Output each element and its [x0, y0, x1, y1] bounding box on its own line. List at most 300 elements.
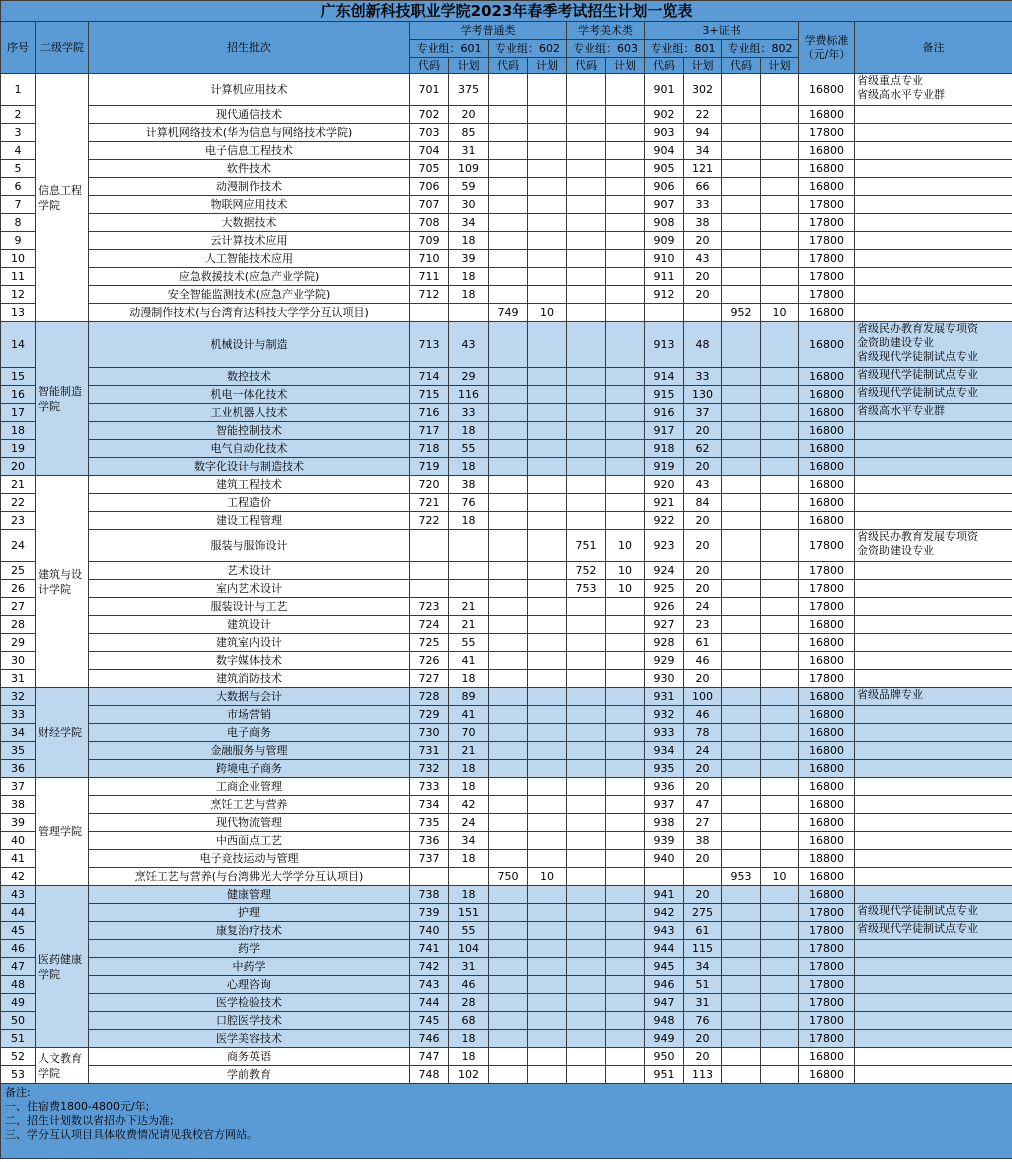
plan-cell: [761, 1012, 799, 1030]
fee-cell: 16800: [799, 422, 855, 440]
plan-cell: [528, 1048, 567, 1066]
plan-cell: 61: [684, 634, 722, 652]
code-cell: [722, 422, 761, 440]
plan-cell: [528, 368, 567, 386]
fee-cell: 16800: [799, 778, 855, 796]
code-cell: 729: [410, 706, 449, 724]
plan-cell: [528, 904, 567, 922]
code-cell: [489, 688, 528, 706]
plan-cell: 38: [684, 832, 722, 850]
plan-cell: 20: [684, 778, 722, 796]
code-cell: [722, 368, 761, 386]
table-row: [1, 1048, 1012, 1066]
plan-cell: [528, 386, 567, 404]
plan-cell: 55: [449, 440, 489, 458]
header-code: 代码: [567, 58, 606, 74]
code-cell: [567, 232, 606, 250]
plan-cell: [606, 422, 645, 440]
code-cell: [489, 494, 528, 512]
row-number: 31: [1, 670, 36, 688]
row-number: 52: [1, 1048, 36, 1066]
code-cell: 905: [645, 160, 684, 178]
header-code: 代码: [489, 58, 528, 74]
plan-cell: 66: [684, 178, 722, 196]
major-name: 人工智能技术应用: [89, 250, 410, 268]
code-cell: [489, 458, 528, 476]
major-name: 康复治疗技术: [89, 922, 410, 940]
plan-cell: [606, 850, 645, 868]
table-row: [1, 814, 1012, 832]
plan-cell: 62: [684, 440, 722, 458]
table-row: [1, 760, 1012, 778]
plan-cell: 20: [684, 886, 722, 904]
plan-cell: [761, 268, 799, 286]
header-group-802: 专业组：802: [722, 40, 799, 58]
row-number: 2: [1, 106, 36, 124]
code-cell: [489, 250, 528, 268]
major-name: 健康管理: [89, 886, 410, 904]
plan-cell: [761, 706, 799, 724]
code-cell: [489, 106, 528, 124]
code-cell: [722, 994, 761, 1012]
plan-cell: 34: [449, 214, 489, 232]
code-cell: [567, 796, 606, 814]
row-number: 7: [1, 196, 36, 214]
table-row: [1, 688, 1012, 706]
table-row: [1, 940, 1012, 958]
plan-cell: [606, 386, 645, 404]
plan-cell: 84: [684, 494, 722, 512]
code-cell: 904: [645, 142, 684, 160]
remark-cell: [855, 922, 1012, 940]
plan-cell: 70: [449, 724, 489, 742]
row-number: 19: [1, 440, 36, 458]
code-cell: [722, 1030, 761, 1048]
fee-cell: 16800: [799, 476, 855, 494]
plan-cell: [606, 994, 645, 1012]
code-cell: [567, 512, 606, 530]
code-cell: 927: [645, 616, 684, 634]
remark-cell: [855, 1048, 1012, 1066]
row-number: 22: [1, 494, 36, 512]
code-cell: 924: [645, 562, 684, 580]
major-name: 商务英语: [89, 1048, 410, 1066]
plan-cell: [528, 886, 567, 904]
table-row: [1, 304, 1012, 322]
plan-cell: [528, 958, 567, 976]
plan-cell: 20: [684, 580, 722, 598]
remark-cell: [855, 124, 1012, 142]
dept-cell: 智能制造学院: [36, 322, 89, 476]
plan-cell: 48: [684, 322, 722, 368]
code-cell: [567, 940, 606, 958]
plan-cell: [761, 232, 799, 250]
plan-cell: [606, 832, 645, 850]
code-cell: [567, 670, 606, 688]
plan-cell: [606, 670, 645, 688]
code-cell: [567, 386, 606, 404]
row-number: 47: [1, 958, 36, 976]
plan-cell: [528, 778, 567, 796]
major-name: 机电一体化技术: [89, 386, 410, 404]
plan-cell: 23: [684, 616, 722, 634]
fee-cell: 16800: [799, 742, 855, 760]
code-cell: [567, 760, 606, 778]
remark-cell: [855, 724, 1012, 742]
plan-cell: 46: [684, 706, 722, 724]
plan-cell: [761, 512, 799, 530]
code-cell: [722, 1066, 761, 1084]
code-cell: [722, 458, 761, 476]
plan-cell: [528, 214, 567, 232]
plan-cell: [761, 214, 799, 232]
plan-cell: 151: [449, 904, 489, 922]
plan-cell: [761, 286, 799, 304]
code-cell: [489, 1048, 528, 1066]
plan-cell: [528, 670, 567, 688]
code-cell: 939: [645, 832, 684, 850]
row-number: 3: [1, 124, 36, 142]
plan-cell: 55: [449, 922, 489, 940]
plan-cell: 116: [449, 386, 489, 404]
remark-cell: [855, 74, 1012, 106]
code-cell: 911: [645, 268, 684, 286]
plan-cell: 18: [449, 286, 489, 304]
code-cell: [489, 422, 528, 440]
table-row: [1, 530, 1012, 562]
code-cell: [489, 724, 528, 742]
plan-cell: [528, 530, 567, 562]
remark-cell: [855, 778, 1012, 796]
remark-cell: [855, 814, 1012, 832]
major-name: 计算机应用技术: [89, 74, 410, 106]
code-cell: [489, 904, 528, 922]
plan-cell: [528, 476, 567, 494]
fee-cell: 16800: [799, 304, 855, 322]
plan-cell: [606, 868, 645, 886]
remark-cell: [855, 106, 1012, 124]
remark-cell: [855, 440, 1012, 458]
row-number: 50: [1, 1012, 36, 1030]
plan-cell: [528, 1066, 567, 1084]
major-name: 机械设计与制造: [89, 322, 410, 368]
plan-cell: 20: [684, 530, 722, 562]
code-cell: [489, 796, 528, 814]
plan-cell: [761, 670, 799, 688]
remark-cell: [855, 634, 1012, 652]
code-cell: [567, 814, 606, 832]
code-cell: 947: [645, 994, 684, 1012]
table-row: [1, 368, 1012, 386]
fee-cell: 16800: [799, 494, 855, 512]
code-cell: 917: [645, 422, 684, 440]
code-cell: [489, 814, 528, 832]
table-row: [1, 268, 1012, 286]
header-plan: 计划: [761, 58, 799, 74]
remark-cell: [855, 422, 1012, 440]
row-number: 4: [1, 142, 36, 160]
plan-cell: [606, 706, 645, 724]
code-cell: [722, 688, 761, 706]
plan-cell: 18: [449, 232, 489, 250]
code-cell: [722, 512, 761, 530]
plan-cell: [606, 886, 645, 904]
remark-line: 省级现代学徒制试点专业: [857, 922, 978, 935]
plan-cell: [528, 634, 567, 652]
code-cell: [722, 616, 761, 634]
plan-cell: 109: [449, 160, 489, 178]
plan-cell: 275: [684, 904, 722, 922]
code-cell: [567, 598, 606, 616]
major-name: 安全智能监测技术(应急产业学院): [89, 286, 410, 304]
plan-cell: [761, 458, 799, 476]
row-number: 13: [1, 304, 36, 322]
plan-cell: 78: [684, 724, 722, 742]
plan-cell: 33: [449, 404, 489, 422]
code-cell: [489, 886, 528, 904]
fee-cell: 16800: [799, 160, 855, 178]
table-row: [1, 850, 1012, 868]
plan-cell: [528, 652, 567, 670]
code-cell: [489, 232, 528, 250]
code-cell: [567, 368, 606, 386]
plan-cell: [606, 742, 645, 760]
code-cell: 717: [410, 422, 449, 440]
plan-cell: [528, 124, 567, 142]
header-seq: 序号: [1, 22, 36, 74]
plan-cell: [606, 106, 645, 124]
code-cell: [567, 494, 606, 512]
code-cell: [722, 904, 761, 922]
code-cell: [567, 124, 606, 142]
code-cell: [489, 530, 528, 562]
row-number: 38: [1, 796, 36, 814]
table-row: [1, 232, 1012, 250]
plan-cell: [528, 706, 567, 724]
code-cell: 936: [645, 778, 684, 796]
remark-cell: [855, 250, 1012, 268]
code-cell: [722, 832, 761, 850]
header-group-801: 专业组：801: [645, 40, 722, 58]
major-name: 工业机器人技术: [89, 404, 410, 422]
plan-cell: [761, 616, 799, 634]
row-number: 27: [1, 598, 36, 616]
fee-cell: 16800: [799, 688, 855, 706]
table-row: [1, 494, 1012, 512]
code-cell: 704: [410, 142, 449, 160]
major-name: 电气自动化技术: [89, 440, 410, 458]
code-cell: 953: [722, 868, 761, 886]
code-cell: [489, 386, 528, 404]
code-cell: [489, 778, 528, 796]
fee-cell: 16800: [799, 178, 855, 196]
code-cell: [722, 922, 761, 940]
code-cell: 725: [410, 634, 449, 652]
code-cell: [567, 476, 606, 494]
plan-cell: [761, 1030, 799, 1048]
major-name: 市场营销: [89, 706, 410, 724]
code-cell: [489, 670, 528, 688]
major-name: 医学检验技术: [89, 994, 410, 1012]
table-row: [1, 616, 1012, 634]
code-cell: [489, 476, 528, 494]
plan-cell: [606, 142, 645, 160]
row-number: 14: [1, 322, 36, 368]
header-fee: 学费标准（元/年）: [799, 22, 855, 74]
code-cell: [410, 304, 449, 322]
code-cell: 727: [410, 670, 449, 688]
plan-cell: [684, 304, 722, 322]
plan-cell: [606, 160, 645, 178]
remark-cell: [855, 232, 1012, 250]
dept-cell: 人文教育学院: [36, 1048, 89, 1084]
major-name: 护理: [89, 904, 410, 922]
plan-cell: [606, 74, 645, 106]
code-cell: [722, 652, 761, 670]
code-cell: 914: [645, 368, 684, 386]
code-cell: 719: [410, 458, 449, 476]
plan-cell: 31: [449, 958, 489, 976]
code-cell: [567, 74, 606, 106]
plan-cell: [606, 494, 645, 512]
code-cell: [722, 322, 761, 368]
major-name: 应急救援技术(应急产业学院): [89, 268, 410, 286]
plan-cell: 18: [449, 422, 489, 440]
plan-cell: 34: [684, 142, 722, 160]
table-row: [1, 634, 1012, 652]
plan-cell: [449, 530, 489, 562]
code-cell: [722, 268, 761, 286]
fee-cell: 16800: [799, 760, 855, 778]
plan-cell: [761, 688, 799, 706]
fee-cell: 16800: [799, 386, 855, 404]
code-cell: 929: [645, 652, 684, 670]
plan-cell: [528, 1030, 567, 1048]
plan-cell: [528, 742, 567, 760]
remark-line: 省级民办教育发展专项资: [857, 322, 978, 335]
plan-cell: 31: [684, 994, 722, 1012]
plan-cell: [449, 868, 489, 886]
plan-cell: [761, 958, 799, 976]
plan-cell: [606, 322, 645, 368]
header-group-601: 专业组：601: [410, 40, 489, 58]
row-number: 40: [1, 832, 36, 850]
plan-cell: 37: [684, 404, 722, 422]
plan-cell: [528, 994, 567, 1012]
code-cell: 743: [410, 976, 449, 994]
fee-cell: 16800: [799, 868, 855, 886]
table-row: [1, 142, 1012, 160]
code-cell: [722, 494, 761, 512]
plan-cell: 20: [684, 760, 722, 778]
row-number: 29: [1, 634, 36, 652]
code-cell: [567, 994, 606, 1012]
row-number: 45: [1, 922, 36, 940]
code-cell: 925: [645, 580, 684, 598]
plan-cell: 18: [449, 458, 489, 476]
table-row: [1, 778, 1012, 796]
row-number: 44: [1, 904, 36, 922]
plan-cell: [528, 512, 567, 530]
plan-cell: [761, 368, 799, 386]
plan-cell: 20: [684, 1030, 722, 1048]
row-number: 18: [1, 422, 36, 440]
major-name: 现代通信技术: [89, 106, 410, 124]
fee-cell: 16800: [799, 322, 855, 368]
code-cell: [567, 634, 606, 652]
plan-cell: 20: [684, 562, 722, 580]
fee-cell: 16800: [799, 886, 855, 904]
fee-cell: 16800: [799, 1048, 855, 1066]
remark-cell: [855, 958, 1012, 976]
remark-cell: [855, 322, 1012, 368]
plan-cell: 20: [684, 670, 722, 688]
remark-cell: [855, 994, 1012, 1012]
code-cell: [489, 1066, 528, 1084]
plan-cell: [528, 724, 567, 742]
remark-line: 省级高水平专业群: [857, 404, 945, 417]
plan-cell: [606, 1048, 645, 1066]
row-number: 10: [1, 250, 36, 268]
remark-cell: [855, 742, 1012, 760]
plan-cell: [606, 196, 645, 214]
code-cell: [489, 1012, 528, 1030]
code-cell: [489, 958, 528, 976]
table-row: [1, 598, 1012, 616]
code-cell: [722, 778, 761, 796]
code-cell: 721: [410, 494, 449, 512]
plan-cell: [684, 868, 722, 886]
plan-cell: [761, 476, 799, 494]
plan-cell: [449, 580, 489, 598]
code-cell: 713: [410, 322, 449, 368]
table-row: [1, 796, 1012, 814]
code-cell: [567, 688, 606, 706]
row-number: 8: [1, 214, 36, 232]
code-cell: 750: [489, 868, 528, 886]
plan-cell: [761, 1048, 799, 1066]
plan-cell: 76: [684, 1012, 722, 1030]
plan-cell: [528, 250, 567, 268]
fee-cell: 16800: [799, 652, 855, 670]
plan-cell: [761, 580, 799, 598]
table-row: [1, 922, 1012, 940]
note-line-1: 一、住宿费1800-4800元/年;: [5, 1100, 150, 1113]
plan-cell: 43: [684, 476, 722, 494]
code-cell: [489, 616, 528, 634]
code-cell: 735: [410, 814, 449, 832]
plan-cell: [761, 322, 799, 368]
row-number: 28: [1, 616, 36, 634]
remark-cell: [855, 598, 1012, 616]
fee-cell: 16800: [799, 74, 855, 106]
fee-cell: 16800: [799, 634, 855, 652]
row-number: 49: [1, 994, 36, 1012]
row-number: 16: [1, 386, 36, 404]
fee-cell: 17800: [799, 580, 855, 598]
header-plan: 计划: [684, 58, 722, 74]
header-dept: 二级学院: [36, 22, 89, 74]
remark-line: 省级重点专业: [857, 74, 923, 87]
header-code: 代码: [645, 58, 684, 74]
code-cell: [722, 214, 761, 232]
code-cell: [722, 232, 761, 250]
plan-cell: [606, 724, 645, 742]
table-row: [1, 404, 1012, 422]
fee-cell: 16800: [799, 724, 855, 742]
code-cell: 946: [645, 976, 684, 994]
fee-cell: 17800: [799, 214, 855, 232]
